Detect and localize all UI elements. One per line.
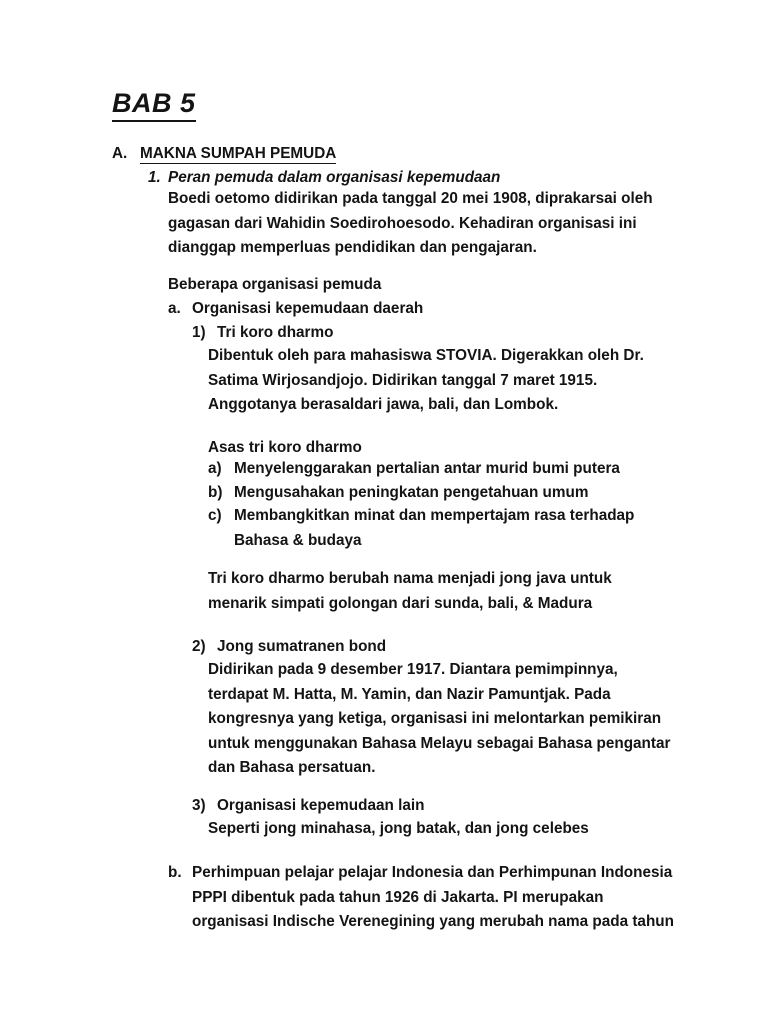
list-marker-a1: 1) <box>192 324 206 341</box>
paragraph-line: Anggotanya berasaldari jawa, bali, dan Lombok. <box>208 396 559 414</box>
section-heading-a <box>112 142 712 167</box>
paragraph-line: menarik simpati golongan dari sunda, bali, & Madura <box>208 594 593 612</box>
list-marker-asas-b: b) <box>208 484 223 501</box>
list-marker-1: 1. <box>148 169 161 186</box>
list-marker-a3: 3) <box>192 797 206 814</box>
list-item-b <box>168 861 713 935</box>
paragraph-line: dan Bahasa persatuan. <box>208 759 376 777</box>
paragraph-asas-heading: Asas tri koro dharmo <box>208 439 362 456</box>
paragraph-line: gagasan dari Wahidin Soedirohoesodo. Kehadiran organisasi ini <box>168 214 637 232</box>
paragraph-line: Satima Wirjosandjojo. Didirikan tanggal 7 maret 1915. <box>208 371 598 389</box>
paragraph-jong-sumatranen-description <box>208 658 688 781</box>
list-item-a3-title: Organisasi kepemudaan lain <box>217 797 425 814</box>
list-text-asas-b: Mengusahakan peningkatan pengetahuan umum <box>234 484 589 501</box>
list-item-a2-title: Jong sumatranen bond <box>217 638 387 655</box>
paragraph-line: Didirikan pada 9 desember 1917. Diantara pemimpinnya, <box>208 661 618 678</box>
list-text-asas-a: Menyelenggarakan pertalian antar murid bumi putera <box>234 460 620 477</box>
paragraph-organisasi-lain-description <box>208 817 678 842</box>
paragraph-line: Tri koro dharmo berubah nama menjadi jong java untuk <box>208 570 612 587</box>
paragraph-line: Seperti jong minahasa, jong batak, dan jong celebes <box>208 820 589 837</box>
section-marker-a: A. <box>112 145 128 162</box>
list-marker-a: a. <box>168 300 181 317</box>
list-item-a2-heading <box>192 635 682 660</box>
list-item-a1-heading <box>192 321 682 346</box>
list-item-asas-a <box>208 457 678 482</box>
paragraph-beberapa-lead: Beberapa organisasi pemuda <box>168 276 382 293</box>
page-title <box>112 88 196 122</box>
paragraph-line: untuk menggunakan Bahasa Melayu sebagai Bahasa pengantar <box>208 734 671 752</box>
list-item-asas-c <box>208 504 678 553</box>
paragraph-line: dianggap memperluas pendidikan dan pengajaran. <box>168 239 537 257</box>
paragraph-line: Perhimpuan pelajar pelajar Indonesia dan Perhimpunan Indonesia <box>192 864 673 881</box>
list-item-a3-heading <box>192 794 682 819</box>
paragraph-tri-koro-dharmo-closing <box>208 567 648 616</box>
paragraph-line: PPPI dibentuk pada tahun 1926 di Jakarta. PI merupakan <box>192 888 604 906</box>
paragraph-line: organisasi Indische Verenegining yang merubah nama pada tahun <box>192 913 674 931</box>
list-marker-asas-c: c) <box>208 507 222 524</box>
list-text-b <box>192 861 713 935</box>
list-marker-asas-a: a) <box>208 460 222 477</box>
list-marker-b: b. <box>168 864 182 881</box>
list-item-a-title: Organisasi kepemudaan daerah <box>192 300 424 317</box>
paragraph-line: Dibentuk oleh para mahasiswa STOVIA. Digerakkan oleh Dr. <box>208 347 644 364</box>
paragraph-line: terdapat M. Hatta, M. Yamin, dan Nazir Pamuntjak. Pada <box>208 685 611 703</box>
list-item-1-title: Peran pemuda dalam organisasi kepemudaan <box>168 169 501 186</box>
paragraph-tri-koro-dharmo-description <box>208 344 678 418</box>
list-marker-a2: 2) <box>192 638 206 655</box>
paragraph-boedi-oetomo <box>168 187 678 261</box>
list-text-asas-c: Membangkitkan minat dan mempertajam rasa terhadap Bahasa & budaya <box>234 507 635 549</box>
list-item-asas-b <box>208 481 678 506</box>
list-item-a-heading <box>168 297 668 322</box>
paragraph-line: kongresnya yang ketiga, organisasi ini melontarkan pemikiran <box>208 710 662 728</box>
paragraph-line: Boedi oetomo didirikan pada tanggal 20 mei 1908, diprakarsai oleh <box>168 190 653 207</box>
page-title-text: BAB 5 <box>112 88 196 122</box>
section-title-a: MAKNA SUMPAH PEMUDA <box>140 145 337 162</box>
list-item-a1-title: Tri koro dharmo <box>217 324 334 341</box>
